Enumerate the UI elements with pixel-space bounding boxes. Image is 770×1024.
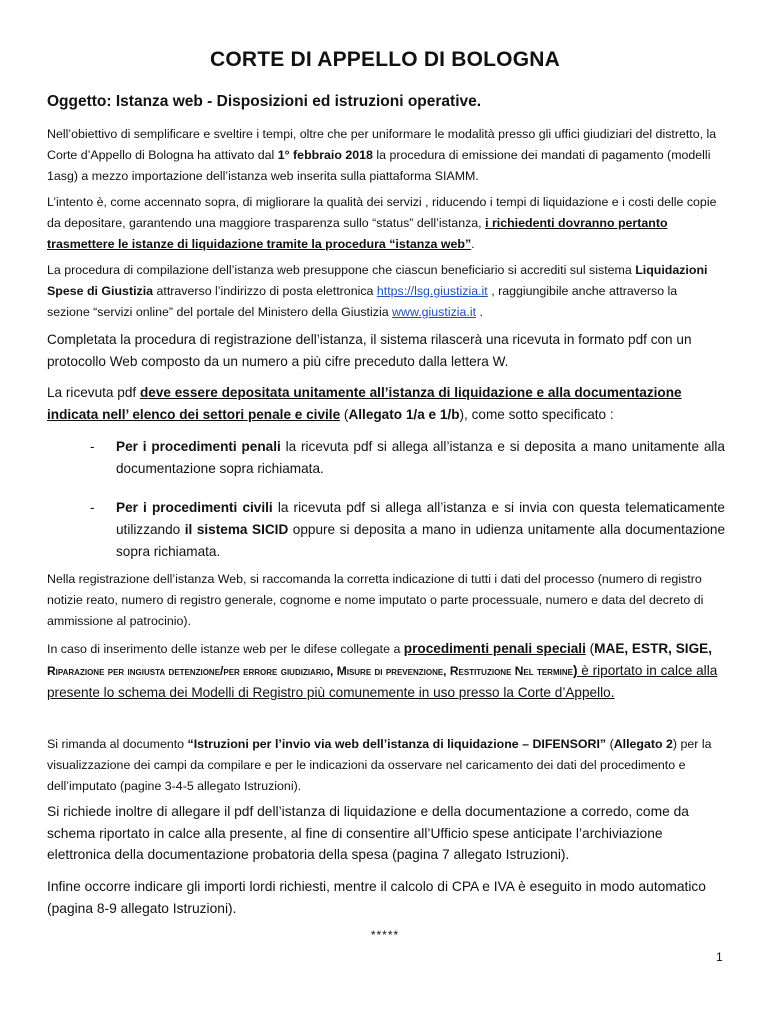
- attachment-2: Allegato 2: [613, 737, 673, 751]
- giustizia-link[interactable]: www.giustizia.it: [392, 305, 477, 319]
- paragraph-procedure: La procedura di compilazione dell’istanza web presuppone che ciascun beneficiario si accrediti sul sistema Liquidazioni Spese di Giustizia attraverso l’indirizzo di posta elettronica https://lsg.giustizia.it , raggiungibile anche attraverso la sezione “servizi online” del portale del Ministero della Giustizia www.giustizia.it .: [47, 263, 708, 319]
- paragraph-registration: Nella registrazione dell’istanza Web, si raccomanda la corretta indicazione di tutti i dati del processo (numero di registro notizie reato, numero di registro generale, cognome e nome imputato o parte processuale, numero e data del decreto di ammissione al patrocinio).: [47, 572, 704, 628]
- paragraph-intro: Nell’obiettivo di semplificare e sveltire i tempi, oltre che per uniformare le modalità presso gli uffici giudiziari del distretto, la Corte d’Appello di Bologna ha attivato dal 1° febbraio 2018 la procedura di emissione dei mandati di pagamento (modelli 1asg) a mezzo importazione dell’istanza web inserita sulla piattaforma SIAMM.: [47, 127, 717, 183]
- registry-models-note: è riportato in calce alla presente lo schema dei Modelli di Registro più comunemente in uso presso la Corte d’Appello.: [47, 663, 718, 700]
- paragraph-instructions: Si rimanda al documento “Istruzioni per l’invio via web dell’istanza di liquidazione – DIFENSORI” (Allegato 2) per la visualizzazione dei campi da compilare e per le indicazioni da osservare nel caricamento dei dati del procedimento e dell’imputato (pagine 3-4-5 allegato Istruzioni).: [47, 737, 712, 793]
- requirement-notice: i richiedenti dovranno pertanto trasmettere le istanze di liquidazione tramite la procedura “istanza web”: [47, 216, 668, 251]
- subject-line: Oggetto: Istanza web - Disposizioni ed istruzioni operative.: [47, 93, 482, 110]
- bullet-dash: -: [90, 500, 95, 515]
- instructions-document: “Istruzioni per l’invio via web dell’istanza di liquidazione – DIFENSORI”: [187, 737, 607, 751]
- sicid-system: il sistema SICID: [184, 522, 289, 537]
- activation-date: 1° febbraio 2018: [277, 148, 373, 162]
- proceeding-codes: MAE, ESTR, SIGE,: [594, 641, 713, 656]
- proceeding-types: Riparazione per ingiusta detenzione/per errore giudiziario, Misure di prevenzione, Restituzione Nel termine: [47, 664, 573, 678]
- bullet-heading: Per i procedimenti penali: [116, 439, 281, 454]
- bullet-heading: Per i procedimenti civili: [116, 500, 273, 515]
- paragraph-receipt: Completata la procedura di registrazione dell’istanza, il sistema rilascerà una ricevuta in formato pdf con un protocollo Web composto da un numero a più cifre preceduto dalla lettera W.: [47, 332, 692, 369]
- paragraph-deposit: La ricevuta pdf deve essere depositata unitamente all’istanza di liquidazione e alla documentazione indicata nell’ elenco dei settori penale e civile (Allegato 1/a e 1/b), come sotto specificato :: [47, 385, 682, 422]
- special-proceedings: procedimenti penali speciali: [403, 641, 586, 656]
- paragraph-intent: L’intento è, come accennato sopra, di migliorare la qualità dei servizi , riducendo i tempi di liquidazione e i costi delle copie da depositare, garantendo una maggiore trasparenza sullo “status” dell’istanza, i richiedenti dovranno pertanto trasmettere le istanze di liquidazione tramite la procedura “istanza web”.: [47, 195, 717, 251]
- list-item: - Per i procedimenti penali la ricevuta pdf si allega all’istanza e si deposita a mano unitamente alla documentazione sopra richiamata.: [90, 436, 725, 480]
- paragraph-attachments: Si richiede inoltre di allegare il pdf dell’istanza di liquidazione e della documentazione a corredo, come da schema riportato in calce alla presente, al fine di consentire all’Ufficio spese anticipate l’archiviazione elettronica della documentazione probatoria della spesa (pagina 7 allegato Istruzioni).: [47, 804, 689, 862]
- page-title: CORTE DI APPELLO DI BOLOGNA: [210, 48, 560, 71]
- lsg-link[interactable]: https://lsg.giustizia.it: [376, 284, 488, 298]
- bullet-dash: -: [90, 439, 95, 454]
- page-number: 1: [716, 950, 723, 964]
- paragraph-amounts: Infine occorre indicare gli importi lordi richiesti, mentre il calcolo di CPA e IVA è eseguito in modo automatico (pagina 8-9 allegato Istruzioni).: [47, 879, 706, 916]
- paragraph-special-proceedings: In caso di inserimento delle istanze web per le difese collegate a procedimenti penali speciali (MAE, ESTR, SIGE, Riparazione per ingiusta detenzione/per errore giudiziario, Misure di prevenzione, Restituzione Nel termine) è riportato in calce alla presente lo schema dei Modelli di Registro più comunemente in uso presso la Corte d’Appello.: [47, 641, 718, 700]
- attachment-ref: Allegato 1/a e 1/b: [348, 407, 460, 422]
- list-item: - Per i procedimenti civili la ricevuta pdf si allega all’istanza e si invia con questa telematicamente utilizzando il sistema SICID oppure si deposita a mano in udienza unitamente alla documentazione sopra richiamata.: [90, 497, 725, 563]
- system-name: Liquidazioni Spese di Giustizia: [47, 263, 708, 298]
- deposit-requirement: deve essere depositata unitamente all’istanza di liquidazione e alla documentazione indicata nell’ elenco dei settori penale e civile: [47, 385, 682, 422]
- section-separator: *****: [370, 928, 400, 942]
